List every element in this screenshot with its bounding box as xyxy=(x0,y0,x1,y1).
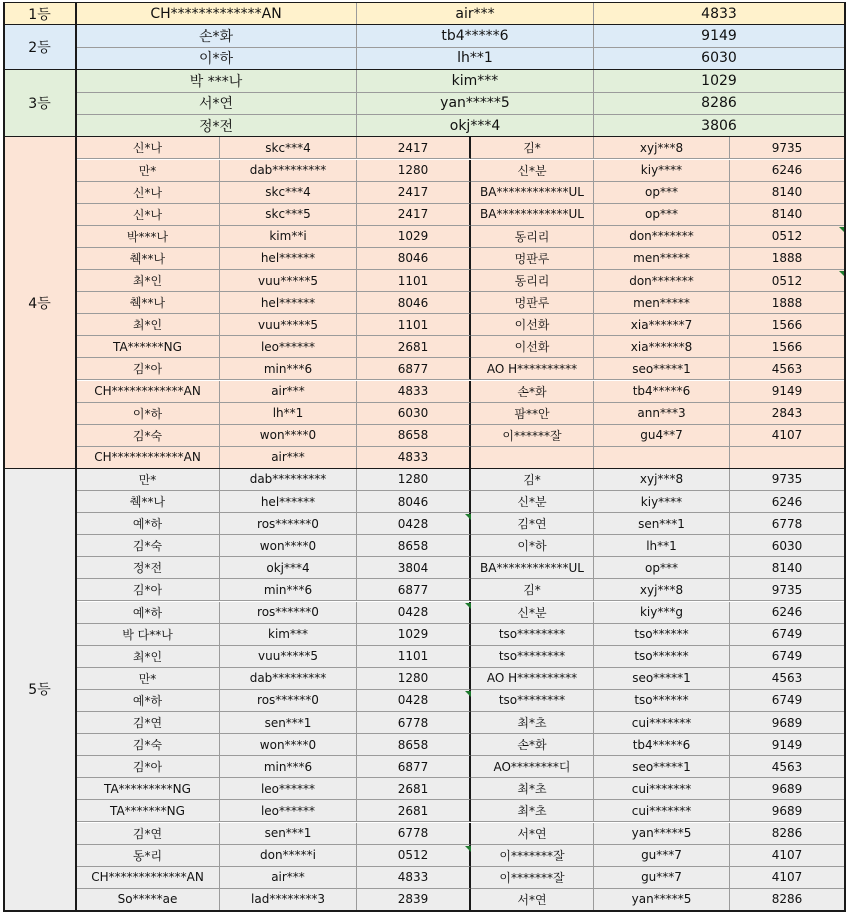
name-cell: 김*연 xyxy=(76,823,220,845)
id-cell: leo****** xyxy=(220,336,357,358)
number-cell: 8046 xyxy=(357,491,471,513)
name-cell: 만* xyxy=(76,160,220,182)
number-cell: 6246 xyxy=(730,602,845,624)
name-cell: 손*화 xyxy=(76,25,357,47)
number-cell: 4833 xyxy=(357,867,471,889)
number-cell: 3804 xyxy=(357,557,471,579)
name-cell: 이*하 xyxy=(76,48,357,70)
id-cell: op*** xyxy=(594,182,730,204)
id-cell: xia******8 xyxy=(594,336,730,358)
name-cell: 이*하 xyxy=(76,403,220,425)
id-cell: vuu*****5 xyxy=(220,270,357,292)
section-border xyxy=(4,910,845,912)
name-cell: TA*********NG xyxy=(76,778,220,800)
id-cell: min***6 xyxy=(220,579,357,601)
number-cell: 9689 xyxy=(730,778,845,800)
id-cell: tso****** xyxy=(594,646,730,668)
name-cell: 이*하 xyxy=(471,535,594,557)
number-cell: 4107 xyxy=(730,867,845,889)
comment-marker-icon xyxy=(465,514,471,520)
id-cell: xyj***8 xyxy=(594,579,730,601)
id-cell: gu***7 xyxy=(594,845,730,867)
number-cell: 0428 xyxy=(357,602,471,624)
number-cell: 8140 xyxy=(730,204,845,226)
id-cell: hel****** xyxy=(220,292,357,314)
number-cell: 1280 xyxy=(357,160,471,182)
name-cell: 동리리 xyxy=(471,226,594,248)
number-cell: 1566 xyxy=(730,336,845,358)
id-cell: yan*****5 xyxy=(594,889,730,911)
id-cell: ann***3 xyxy=(594,403,730,425)
name-cell: 박 다**나 xyxy=(76,624,220,646)
id-cell: ros******0 xyxy=(220,602,357,624)
sheet-left-border xyxy=(3,2,5,912)
number-cell: 1101 xyxy=(357,314,471,336)
name-cell: CH*************AN xyxy=(76,867,220,889)
id-cell: op*** xyxy=(594,204,730,226)
number-cell: 2417 xyxy=(357,137,471,159)
name-cell: 동*리 xyxy=(76,845,220,867)
rank-label: 5등 xyxy=(4,469,76,911)
number-cell: 6778 xyxy=(357,712,471,734)
number-cell: 1029 xyxy=(594,70,845,92)
name-cell: TA*******NG xyxy=(76,800,220,822)
name-cell: 최*인 xyxy=(76,314,220,336)
id-cell: gu4**7 xyxy=(594,425,730,447)
id-cell: cui******* xyxy=(594,800,730,822)
number-cell: 8286 xyxy=(594,93,845,115)
id-cell: cui******* xyxy=(594,712,730,734)
name-cell: CH************AN xyxy=(76,381,220,403)
id-cell: won****0 xyxy=(220,535,357,557)
number-cell: 8046 xyxy=(357,248,471,270)
name-cell: 최*인 xyxy=(76,646,220,668)
id-cell: ros******0 xyxy=(220,690,357,712)
name-cell: AO********디 xyxy=(471,756,594,778)
number-cell: 1888 xyxy=(730,248,845,270)
number-cell xyxy=(730,447,845,469)
number-cell: 4833 xyxy=(357,381,471,403)
name-cell: 김* xyxy=(471,579,594,601)
name-cell: 손*화 xyxy=(471,734,594,756)
name-cell: 이******잘 xyxy=(471,425,594,447)
name-cell: 신*나 xyxy=(76,204,220,226)
name-cell: tso******** xyxy=(471,624,594,646)
number-cell: 2843 xyxy=(730,403,845,425)
number-cell: 6030 xyxy=(730,535,845,557)
id-cell: sen***1 xyxy=(594,513,730,535)
number-cell: 9149 xyxy=(594,25,845,47)
number-cell: 6246 xyxy=(730,160,845,182)
number-cell: 6749 xyxy=(730,624,845,646)
id-cell: okj***4 xyxy=(220,557,357,579)
id-cell: sen***1 xyxy=(220,712,357,734)
id-cell: skc***4 xyxy=(220,137,357,159)
id-cell: vuu*****5 xyxy=(220,314,357,336)
name-cell: 최*초 xyxy=(471,712,594,734)
id-cell: ros******0 xyxy=(220,513,357,535)
id-cell: air*** xyxy=(357,3,594,25)
name-cell: 정*전 xyxy=(76,557,220,579)
number-cell: 3806 xyxy=(594,115,845,137)
id-cell: kiy**** xyxy=(594,491,730,513)
name-cell: 김*아 xyxy=(76,358,220,380)
number-cell: 2681 xyxy=(357,800,471,822)
name-cell: AO H********** xyxy=(471,358,594,380)
number-cell: 0512 xyxy=(730,226,845,248)
number-cell: 2681 xyxy=(357,778,471,800)
name-cell: CH************AN xyxy=(76,447,220,469)
number-cell: 1101 xyxy=(357,270,471,292)
id-cell: kim*** xyxy=(220,624,357,646)
id-cell: op*** xyxy=(594,557,730,579)
name-cell: 이선화 xyxy=(471,314,594,336)
id-cell: min***6 xyxy=(220,756,357,778)
name-cell: 멍판루 xyxy=(471,248,594,270)
number-cell: 4563 xyxy=(730,756,845,778)
comment-marker-icon xyxy=(465,603,471,609)
number-cell: 4563 xyxy=(730,358,845,380)
id-cell: dab********* xyxy=(220,668,357,690)
id-cell: xyj***8 xyxy=(594,469,730,491)
name-cell: 멍판루 xyxy=(471,292,594,314)
number-cell: 9689 xyxy=(730,712,845,734)
id-cell: seo*****1 xyxy=(594,668,730,690)
name-cell: 신*나 xyxy=(76,137,220,159)
name-cell: 예*하 xyxy=(76,690,220,712)
id-cell: won****0 xyxy=(220,425,357,447)
name-cell: AO H********** xyxy=(471,668,594,690)
number-cell: 1029 xyxy=(357,226,471,248)
id-cell: min***6 xyxy=(220,358,357,380)
id-cell: hel****** xyxy=(220,491,357,513)
number-cell: 0428 xyxy=(357,513,471,535)
name-cell: CH*************AN xyxy=(76,3,357,25)
number-cell: 9689 xyxy=(730,800,845,822)
id-cell: kim*** xyxy=(357,70,594,92)
name-cell: 신*나 xyxy=(76,182,220,204)
number-cell: 6877 xyxy=(357,579,471,601)
id-cell: tb4*****6 xyxy=(594,381,730,403)
id-cell: don******* xyxy=(594,270,730,292)
id-cell: tb4*****6 xyxy=(594,734,730,756)
number-cell: 8046 xyxy=(357,292,471,314)
number-cell: 6778 xyxy=(730,513,845,535)
name-cell: 서*연 xyxy=(471,823,594,845)
name-cell: 김*아 xyxy=(76,756,220,778)
number-cell: 8658 xyxy=(357,535,471,557)
name-cell: tso******** xyxy=(471,690,594,712)
number-cell: 4833 xyxy=(594,3,845,25)
id-cell: leo****** xyxy=(220,800,357,822)
id-cell: men***** xyxy=(594,248,730,270)
name-cell: 만* xyxy=(76,469,220,491)
name-cell: 신*분 xyxy=(471,160,594,182)
number-cell: 9735 xyxy=(730,137,845,159)
id-cell: yan*****5 xyxy=(594,823,730,845)
name-cell: 박 ***나 xyxy=(76,70,357,92)
name-cell: 서*연 xyxy=(471,889,594,911)
number-cell: 8658 xyxy=(357,734,471,756)
id-cell: lh**1 xyxy=(220,403,357,425)
id-cell: xia******7 xyxy=(594,314,730,336)
name-cell: 예*하 xyxy=(76,513,220,535)
name-cell: 최*초 xyxy=(471,800,594,822)
number-cell: 6030 xyxy=(357,403,471,425)
number-cell: 1566 xyxy=(730,314,845,336)
number-cell: 2417 xyxy=(357,182,471,204)
number-cell: 4833 xyxy=(357,447,471,469)
number-cell: 4107 xyxy=(730,845,845,867)
id-cell xyxy=(594,447,730,469)
number-cell: 9735 xyxy=(730,469,845,491)
number-cell: 4563 xyxy=(730,668,845,690)
id-cell: seo*****1 xyxy=(594,358,730,380)
name-cell: 팜**안 xyxy=(471,403,594,425)
name-cell: 췍**나 xyxy=(76,248,220,270)
name-cell: 신*분 xyxy=(471,491,594,513)
number-cell: 0428 xyxy=(357,690,471,712)
name-cell: 김*숙 xyxy=(76,425,220,447)
number-cell: 8286 xyxy=(730,823,845,845)
id-cell: okj***4 xyxy=(357,115,594,137)
number-cell: 6778 xyxy=(357,823,471,845)
id-cell: skc***4 xyxy=(220,182,357,204)
id-cell: dab********* xyxy=(220,160,357,182)
name-cell: 췍**나 xyxy=(76,292,220,314)
name-cell: 최*인 xyxy=(76,270,220,292)
id-cell: xyj***8 xyxy=(594,137,730,159)
id-cell: sen***1 xyxy=(220,823,357,845)
id-cell: won****0 xyxy=(220,734,357,756)
number-cell: 8140 xyxy=(730,557,845,579)
name-cell: 예*하 xyxy=(76,602,220,624)
name-cell: 동리리 xyxy=(471,270,594,292)
id-cell: lh**1 xyxy=(594,535,730,557)
id-cell: air*** xyxy=(220,867,357,889)
number-cell: 0512 xyxy=(357,845,471,867)
name-cell: 정*전 xyxy=(76,115,357,137)
name-cell: 박***나 xyxy=(76,226,220,248)
rank-label: 4등 xyxy=(4,137,76,469)
number-cell: 6030 xyxy=(594,48,845,70)
number-cell: 1280 xyxy=(357,668,471,690)
comment-marker-icon xyxy=(465,846,471,852)
name-cell: 김* xyxy=(471,469,594,491)
rank-label: 1등 xyxy=(4,3,76,25)
name-cell: TA******NG xyxy=(76,336,220,358)
id-cell: tso****** xyxy=(594,690,730,712)
name-cell: So*****ae xyxy=(76,889,220,911)
name-cell: 김*숙 xyxy=(76,535,220,557)
id-cell: seo*****1 xyxy=(594,756,730,778)
number-cell: 6877 xyxy=(357,358,471,380)
name-cell: 신*분 xyxy=(471,602,594,624)
name-cell: 최*초 xyxy=(471,778,594,800)
id-cell: cui******* xyxy=(594,778,730,800)
number-cell: 6749 xyxy=(730,690,845,712)
id-cell: lh**1 xyxy=(357,48,594,70)
name-cell: BA************UL xyxy=(471,182,594,204)
number-cell: 8658 xyxy=(357,425,471,447)
comment-marker-icon xyxy=(465,691,471,697)
id-cell: kiy**** xyxy=(594,160,730,182)
number-cell: 8140 xyxy=(730,182,845,204)
name-cell: 김* xyxy=(471,137,594,159)
number-cell: 1888 xyxy=(730,292,845,314)
name-cell: 김*숙 xyxy=(76,734,220,756)
id-cell: hel****** xyxy=(220,248,357,270)
id-cell: leo****** xyxy=(220,778,357,800)
number-cell: 9735 xyxy=(730,579,845,601)
id-cell: vuu*****5 xyxy=(220,646,357,668)
id-cell: gu***7 xyxy=(594,867,730,889)
name-cell: 김*아 xyxy=(76,579,220,601)
name-cell: 김*연 xyxy=(471,513,594,535)
name-cell: 췍**나 xyxy=(76,491,220,513)
id-cell: kim**i xyxy=(220,226,357,248)
name-cell: 이*******잘 xyxy=(471,867,594,889)
id-cell: dab********* xyxy=(220,469,357,491)
number-cell: 2839 xyxy=(357,889,471,911)
number-cell: 0512 xyxy=(730,270,845,292)
id-cell: tb4*****6 xyxy=(357,25,594,47)
number-cell: 6246 xyxy=(730,491,845,513)
number-cell: 9149 xyxy=(730,381,845,403)
number-cell: 2417 xyxy=(357,204,471,226)
id-cell: kiy***g xyxy=(594,602,730,624)
id-cell: air*** xyxy=(220,381,357,403)
id-cell: men***** xyxy=(594,292,730,314)
id-cell: don*****i xyxy=(220,845,357,867)
name-cell: BA************UL xyxy=(471,557,594,579)
name-cell: 김*연 xyxy=(76,712,220,734)
rank-column-border xyxy=(75,2,77,912)
id-cell: lad********3 xyxy=(220,889,357,911)
number-cell: 1280 xyxy=(357,469,471,491)
number-cell: 2681 xyxy=(357,336,471,358)
number-cell: 9149 xyxy=(730,734,845,756)
rank-label: 2등 xyxy=(4,25,76,70)
number-cell: 1029 xyxy=(357,624,471,646)
number-cell: 4107 xyxy=(730,425,845,447)
id-cell: air*** xyxy=(220,447,357,469)
id-cell: skc***5 xyxy=(220,204,357,226)
name-cell: 이선화 xyxy=(471,336,594,358)
id-cell: yan*****5 xyxy=(357,93,594,115)
rank-label: 3등 xyxy=(4,70,76,137)
name-cell: BA************UL xyxy=(471,204,594,226)
id-cell: tso****** xyxy=(594,624,730,646)
number-cell: 6749 xyxy=(730,646,845,668)
name-cell: 손*화 xyxy=(471,381,594,403)
name-cell xyxy=(471,447,594,469)
name-cell: 이*******잘 xyxy=(471,845,594,867)
name-cell: 만* xyxy=(76,668,220,690)
name-cell: 서*연 xyxy=(76,93,357,115)
number-cell: 6877 xyxy=(357,756,471,778)
name-cell: tso******** xyxy=(471,646,594,668)
number-cell: 1101 xyxy=(357,646,471,668)
number-cell: 8286 xyxy=(730,889,845,911)
id-cell: don******* xyxy=(594,226,730,248)
sheet-right-border xyxy=(844,2,846,912)
